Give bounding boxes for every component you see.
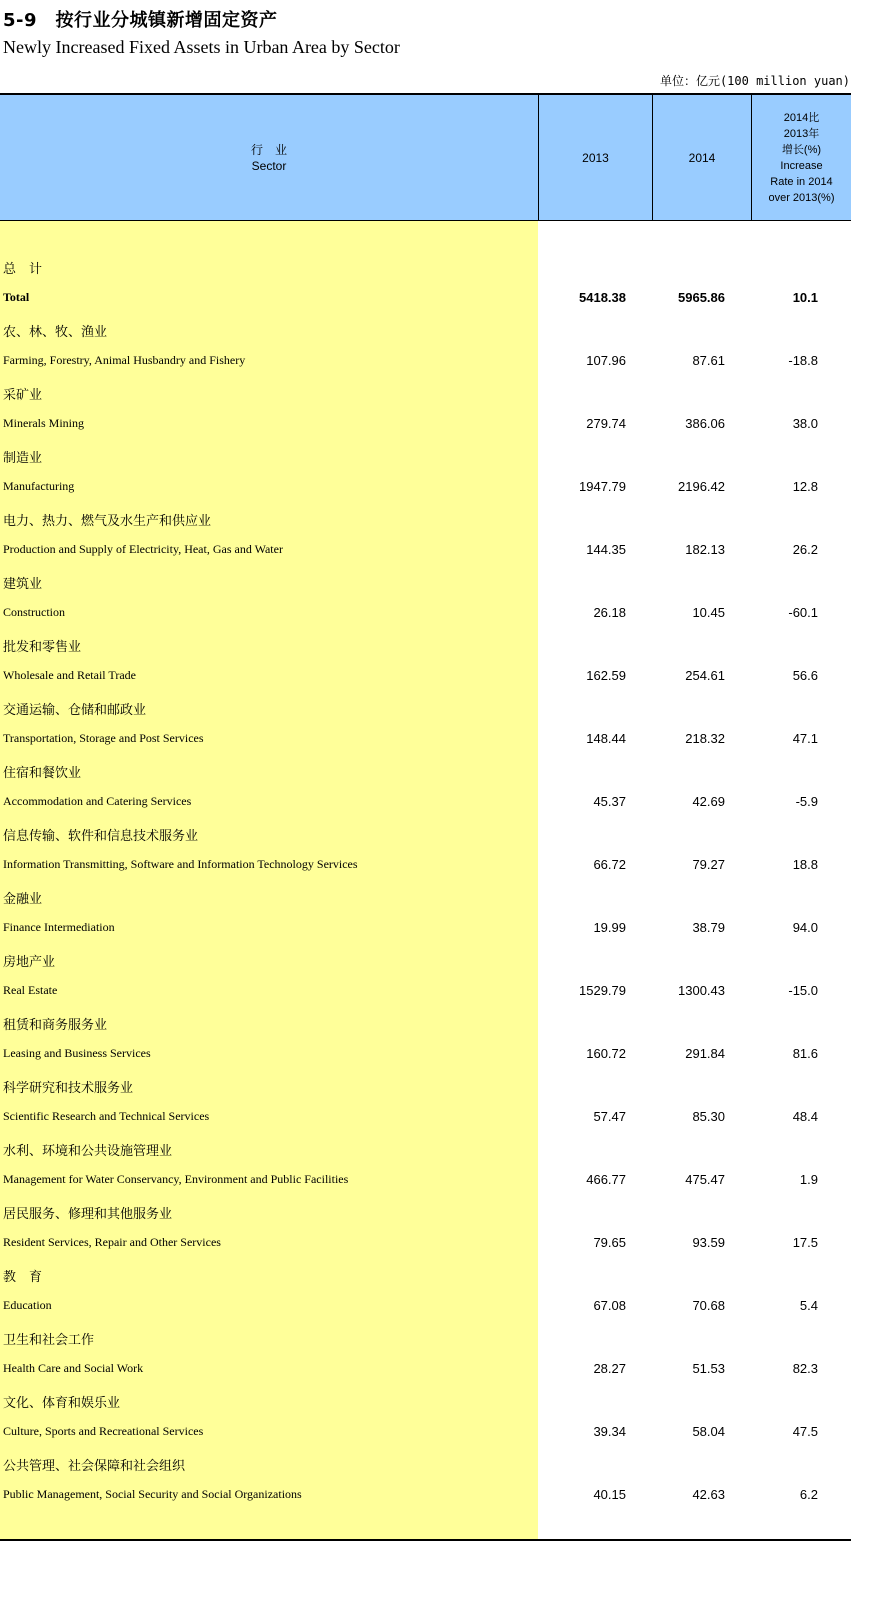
value-2013: 26.18 xyxy=(593,605,626,620)
table-row xyxy=(0,1290,851,1321)
sector-name-en: Real Estate xyxy=(3,983,58,997)
value-2013: 160.72 xyxy=(586,1046,626,1061)
table-row xyxy=(0,1038,851,1069)
sector-name-cn: 卫生和社会工作 xyxy=(3,1333,95,1348)
sector-name-cn: 教 育 xyxy=(3,1270,43,1285)
header-rate-line5: Rate in 2014 xyxy=(770,175,833,188)
increase-rate: 81.6 xyxy=(792,1046,818,1061)
table-row xyxy=(0,786,851,817)
page-title-cn: 5-9 按行业分城镇新增固定资产 xyxy=(3,10,278,31)
table-row xyxy=(0,597,851,628)
data-table xyxy=(0,93,851,1541)
value-2014: 475.47 xyxy=(685,1172,725,1187)
header-rate-line2: 2013年 xyxy=(783,127,820,140)
value-2013: 39.34 xyxy=(593,1424,626,1439)
value-2013: 279.74 xyxy=(586,416,626,431)
value-2014: 93.59 xyxy=(692,1235,725,1250)
value-2013: 57.47 xyxy=(593,1109,626,1124)
header-sector xyxy=(0,95,539,220)
table-row xyxy=(0,975,851,1006)
value-2013: 67.08 xyxy=(593,1298,626,1313)
value-2013: 66.72 xyxy=(593,857,626,872)
header-increase-rate xyxy=(752,95,851,220)
unit-label: 单位：亿元(100 million yuan) xyxy=(659,74,850,88)
increase-rate: 56.6 xyxy=(792,668,818,683)
table-row xyxy=(0,1101,851,1132)
header-sector-en: Sector xyxy=(251,158,287,173)
value-2014: 51.53 xyxy=(692,1361,725,1376)
increase-rate: 94.0 xyxy=(792,920,818,935)
value-2013: 466.77 xyxy=(586,1172,626,1187)
sector-name-cn: 文化、体育和娱乐业 xyxy=(3,1396,121,1411)
table-row-cn xyxy=(0,1259,851,1290)
value-2014: 42.63 xyxy=(692,1487,725,1502)
sector-name-en: Culture, Sports and Recreational Services xyxy=(3,1424,204,1438)
sector-name-cn: 农、林、牧、渔业 xyxy=(3,325,108,340)
increase-rate: 38.0 xyxy=(792,416,818,431)
table-row-cn xyxy=(0,377,851,408)
sector-name-en: Leasing and Business Services xyxy=(3,1046,151,1060)
sector-name-en: Manufacturing xyxy=(3,479,75,493)
increase-rate: 18.8 xyxy=(792,857,818,872)
value-2014: 38.79 xyxy=(692,920,725,935)
value-2013: 40.15 xyxy=(593,1487,626,1502)
increase-rate: 10.1 xyxy=(792,290,818,305)
table-row-cn xyxy=(0,314,851,345)
increase-rate: 1.9 xyxy=(799,1172,818,1187)
table-row-cn xyxy=(0,818,851,849)
sector-name-en: Construction xyxy=(3,605,65,619)
increase-rate: 82.3 xyxy=(792,1361,818,1376)
increase-rate: 17.5 xyxy=(792,1235,818,1250)
table-row xyxy=(0,1479,851,1510)
value-2013: 19.99 xyxy=(593,920,626,935)
sector-name-en: Transportation, Storage and Post Services xyxy=(3,731,204,745)
table-row xyxy=(0,1164,851,1195)
sector-name-cn: 信息传输、软件和信息技术服务业 xyxy=(3,829,199,844)
sector-name-en: Scientific Research and Technical Services xyxy=(3,1109,210,1123)
sector-name-en: Education xyxy=(3,1298,52,1312)
increase-rate: 6.2 xyxy=(799,1487,818,1502)
sector-name-cn: 电力、热力、燃气及水生产和供应业 xyxy=(3,514,212,529)
sector-name-en: Resident Services, Repair and Other Services xyxy=(3,1235,221,1249)
sector-name-cn: 公共管理、社会保障和社会组织 xyxy=(3,1459,186,1474)
sector-name-en: Public Management, Social Security and Social Organizations xyxy=(3,1487,302,1501)
value-2014: 10.45 xyxy=(692,605,725,620)
value-2013: 28.27 xyxy=(593,1361,626,1376)
table-row-cn xyxy=(0,440,851,471)
table-header xyxy=(0,95,851,221)
value-2014: 218.32 xyxy=(685,731,725,746)
table-row-cn xyxy=(0,1448,851,1479)
header-2014-label: 2014 xyxy=(688,150,716,165)
sector-name-en: Information Transmitting, Software and Information Technology Services xyxy=(3,857,358,871)
table-row xyxy=(0,849,851,880)
sector-name-en: Total xyxy=(3,290,30,304)
table-row xyxy=(0,660,851,691)
sector-name-cn: 采矿业 xyxy=(3,388,43,403)
sector-name-cn: 制造业 xyxy=(3,451,43,466)
value-2014: 42.69 xyxy=(692,794,725,809)
value-2014: 254.61 xyxy=(685,668,725,683)
table-row-cn xyxy=(0,881,851,912)
table-row-cn xyxy=(0,944,851,975)
table-row-cn xyxy=(0,1070,851,1101)
value-2014: 70.68 xyxy=(692,1298,725,1313)
value-2014: 1300.43 xyxy=(678,983,725,998)
value-2013: 1947.79 xyxy=(579,479,626,494)
sector-name-cn: 交通运输、仓储和邮政业 xyxy=(3,703,147,718)
sector-name-en: Minerals Mining xyxy=(3,416,84,430)
table-row-cn xyxy=(0,1007,851,1038)
sector-name-cn: 建筑业 xyxy=(3,577,43,592)
value-2014: 85.30 xyxy=(692,1109,725,1124)
sector-name-cn: 科学研究和技术服务业 xyxy=(3,1081,134,1096)
header-2014 xyxy=(653,95,752,220)
sector-name-en: Health Care and Social Work xyxy=(3,1361,144,1375)
sector-name-cn: 住宿和餐饮业 xyxy=(3,766,82,781)
increase-rate: -15.0 xyxy=(788,983,818,998)
table-row-cn xyxy=(0,1196,851,1227)
value-2013: 162.59 xyxy=(586,668,626,683)
value-2013: 1529.79 xyxy=(579,983,626,998)
table-row-cn xyxy=(0,692,851,723)
table-row xyxy=(0,534,851,565)
table-row-cn xyxy=(0,251,851,282)
table-row-cn xyxy=(0,1385,851,1416)
value-2013: 5418.38 xyxy=(579,290,626,305)
value-2014: 386.06 xyxy=(685,416,725,431)
table-row-cn xyxy=(0,503,851,534)
value-2013: 107.96 xyxy=(586,353,626,368)
value-2014: 2196.42 xyxy=(678,479,725,494)
value-2014: 79.27 xyxy=(692,857,725,872)
sector-name-en: Finance Intermediation xyxy=(3,920,115,934)
increase-rate: 47.1 xyxy=(792,731,818,746)
sector-name-en: Production and Supply of Electricity, Heat, Gas and Water xyxy=(3,542,283,556)
header-2013-label: 2013 xyxy=(582,150,609,165)
table-row xyxy=(0,723,851,754)
table-row xyxy=(0,1353,851,1384)
table-row-cn xyxy=(0,1133,851,1164)
table-row xyxy=(0,408,851,439)
table-row xyxy=(0,1416,851,1447)
sector-name-cn: 批发和零售业 xyxy=(3,640,82,655)
table-row-cn xyxy=(0,1322,851,1353)
sector-name-cn: 租赁和商务服务业 xyxy=(3,1018,108,1033)
table-row xyxy=(0,912,851,943)
increase-rate: -18.8 xyxy=(788,353,818,368)
sector-name-en: Management for Water Conservancy, Environment and Public Facilities xyxy=(3,1172,349,1186)
table-row-cn xyxy=(0,629,851,660)
increase-rate: 48.4 xyxy=(792,1109,818,1124)
sector-name-cn: 金融业 xyxy=(3,892,43,907)
value-2013: 148.44 xyxy=(586,731,626,746)
table-row-cn xyxy=(0,755,851,786)
sector-name-cn: 居民服务、修理和其他服务业 xyxy=(3,1207,173,1222)
value-2014: 87.61 xyxy=(692,353,725,368)
table-row xyxy=(0,345,851,376)
sector-name-cn: 总 计 xyxy=(3,262,43,277)
increase-rate: 47.5 xyxy=(792,1424,818,1439)
table-row xyxy=(0,1227,851,1258)
table-row xyxy=(0,282,851,313)
header-2013 xyxy=(539,95,653,220)
page-title-en: Newly Increased Fixed Assets in Urban Area by Sector xyxy=(3,37,400,57)
value-2013: 144.35 xyxy=(586,542,626,557)
value-2013: 79.65 xyxy=(593,1235,626,1250)
increase-rate: 26.2 xyxy=(792,542,818,557)
header-rate-line4: Increase xyxy=(780,159,823,172)
header-sector-cn: 行 业 xyxy=(250,142,287,157)
value-2014: 5965.86 xyxy=(678,290,725,305)
sector-name-cn: 水利、环境和公共设施管理业 xyxy=(3,1144,173,1159)
value-2014: 182.13 xyxy=(685,542,725,557)
header-rate-line1: 2014比 xyxy=(783,111,820,124)
sector-name-en: Wholesale and Retail Trade xyxy=(3,668,136,682)
sector-name-en: Accommodation and Catering Services xyxy=(3,794,192,808)
sector-name-en: Farming, Forestry, Animal Husbandry and Fishery xyxy=(3,353,246,367)
value-2014: 58.04 xyxy=(692,1424,725,1439)
header-rate-line6: over 2013(%) xyxy=(768,191,835,204)
value-2013: 45.37 xyxy=(593,794,626,809)
increase-rate: 5.4 xyxy=(799,1298,818,1313)
table-row xyxy=(0,471,851,502)
header-rate-line3: 增长(%) xyxy=(781,143,822,156)
sector-name-cn: 房地产业 xyxy=(3,955,56,970)
increase-rate: 12.8 xyxy=(792,479,818,494)
value-2014: 291.84 xyxy=(685,1046,725,1061)
increase-rate: -60.1 xyxy=(788,605,818,620)
table-row-cn xyxy=(0,566,851,597)
increase-rate: -5.9 xyxy=(795,794,818,809)
